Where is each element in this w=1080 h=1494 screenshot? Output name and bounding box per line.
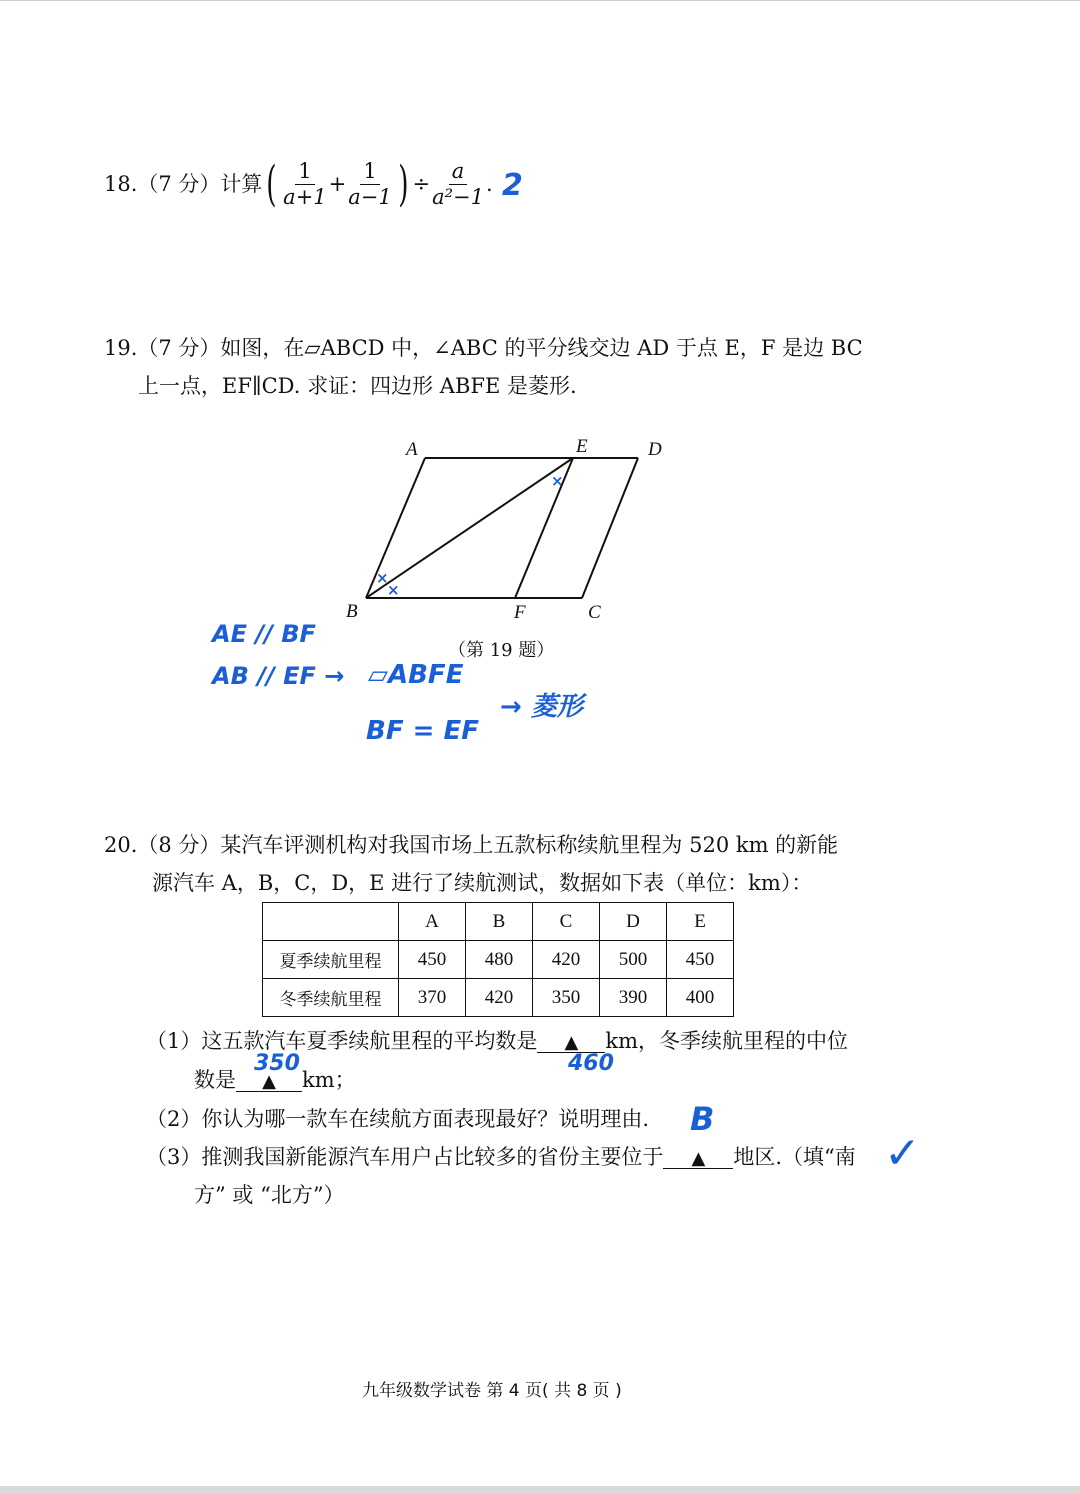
q20-part-1-text-b: km，冬季续航里程的中位: [605, 1029, 848, 1053]
range-data-table: [262, 902, 734, 1017]
parallelogram-figure: [0, 0, 1080, 700]
fraction-2-denominator: a−1: [348, 184, 392, 209]
angle-mark-B2: ×: [387, 581, 400, 599]
q20-hw-checkmark: ✓: [884, 1128, 921, 1179]
q20-part-3-text-a: （3）推测我国新能源汽车用户占比较多的省份主要位于: [146, 1145, 664, 1169]
segment-EF: [515, 458, 573, 598]
table-header-cell: D: [600, 903, 667, 941]
q18-end: .: [486, 171, 493, 196]
fraction-3-numerator: a: [449, 161, 468, 185]
q20-part-3-text-b: 地区.（填“南: [733, 1145, 856, 1169]
q20-hw-median: 350: [254, 1051, 300, 1076]
q20-part-1-line-1: [146, 1031, 848, 1053]
answer-blank-mean: ▲: [537, 1034, 605, 1053]
table-cell: 夏季续航里程: [263, 941, 399, 979]
table-cell: 420: [466, 979, 533, 1017]
answer-blank-median: ▲: [236, 1073, 302, 1092]
table-cell: 450: [399, 941, 466, 979]
left-paren: (: [266, 156, 277, 212]
segment-BE: [366, 458, 573, 598]
answer-blank-region: ▲: [663, 1150, 733, 1169]
q20-part-3-line-2: 方” 或 “北方”）: [194, 1183, 345, 1207]
q20-part-1-text-d: km；: [302, 1068, 356, 1092]
table-cell: 390: [600, 979, 667, 1017]
table-header-row: [263, 903, 734, 941]
q19-hw-line-1: AE // BF: [212, 620, 316, 648]
fraction-1-denominator: a+1: [283, 184, 327, 209]
label-F: F: [514, 602, 526, 623]
label-D: D: [648, 439, 662, 460]
table-header-cell: E: [667, 903, 734, 941]
angle-mark-B1: ×: [376, 569, 389, 587]
table-cell: 500: [600, 941, 667, 979]
table-header-cell: [263, 903, 399, 941]
divide-sign: ÷: [412, 171, 431, 196]
q20-part-1-text-a: （1）这五款汽车夏季续航里程的平均数是: [146, 1029, 538, 1053]
q20-line-2: 源汽车 A，B，C，D，E 进行了续航测试，数据如下表（单位：km）：: [152, 871, 813, 895]
table-cell: 450: [667, 941, 734, 979]
segment-DC: [582, 458, 638, 598]
q20-hw-q2-answer: B: [690, 1100, 715, 1138]
label-C: C: [588, 602, 601, 623]
table-cell: 400: [667, 979, 734, 1017]
table-header-cell: C: [533, 903, 600, 941]
q20-part-3-line-1: [146, 1147, 856, 1169]
angle-mark-E: ×: [551, 472, 564, 490]
table-header-cell: B: [466, 903, 533, 941]
table-cell: 350: [533, 979, 600, 1017]
fraction-1-numerator: 1: [295, 161, 314, 185]
q18-prefix: 18.（7 分）计算: [104, 171, 263, 196]
fraction-3-denominator: a²−1: [432, 184, 484, 209]
label-E: E: [576, 436, 588, 457]
table-cell: 冬季续航里程: [263, 979, 399, 1017]
table-row: [263, 979, 734, 1017]
q19-line-2: 上一点，EF∥CD. 求证：四边形 ABFE 是菱形.: [138, 374, 577, 398]
q19-hw-line-5: BF = EF: [366, 716, 479, 746]
table-cell: 420: [533, 941, 600, 979]
right-paren: ): [397, 156, 409, 212]
q20-part-1-text-c: 数是: [194, 1068, 236, 1092]
q19-hw-line-4: → 菱形: [500, 692, 583, 722]
page-bottom-edge: [0, 1486, 1080, 1494]
figure-caption: （第 19 题）: [448, 640, 555, 661]
q19-hw-line-3: ▱ABFE: [368, 660, 464, 690]
q19-hw-line-2: AB // EF →: [212, 662, 345, 690]
label-B: B: [346, 601, 358, 622]
q19-line-1: 19.（7 分）如图，在▱ABCD 中，∠ABC 的平分线交边 AD 于点 E，F 是边 BC: [104, 336, 863, 360]
table-cell: 480: [466, 941, 533, 979]
q20-hw-mean: 460: [568, 1051, 614, 1076]
plus-sign: +: [328, 171, 347, 196]
table-row: [263, 941, 734, 979]
q20-line-1: 20.（8 分）某汽车评测机构对我国市场上五款标称续航里程为 520 km 的新能: [104, 833, 839, 857]
q18-handwritten-answer: 2: [502, 168, 523, 203]
page-footer: 九年级数学试卷 第 4 页( 共 8 页 ): [362, 1381, 622, 1401]
table-cell: 370: [399, 979, 466, 1017]
q20-part-2: （2）你认为哪一款车在续航方面表现最好？说明理由.: [146, 1107, 650, 1131]
table-header-cell: A: [399, 903, 466, 941]
fraction-2-numerator: 1: [360, 161, 379, 185]
label-A: A: [406, 439, 418, 460]
